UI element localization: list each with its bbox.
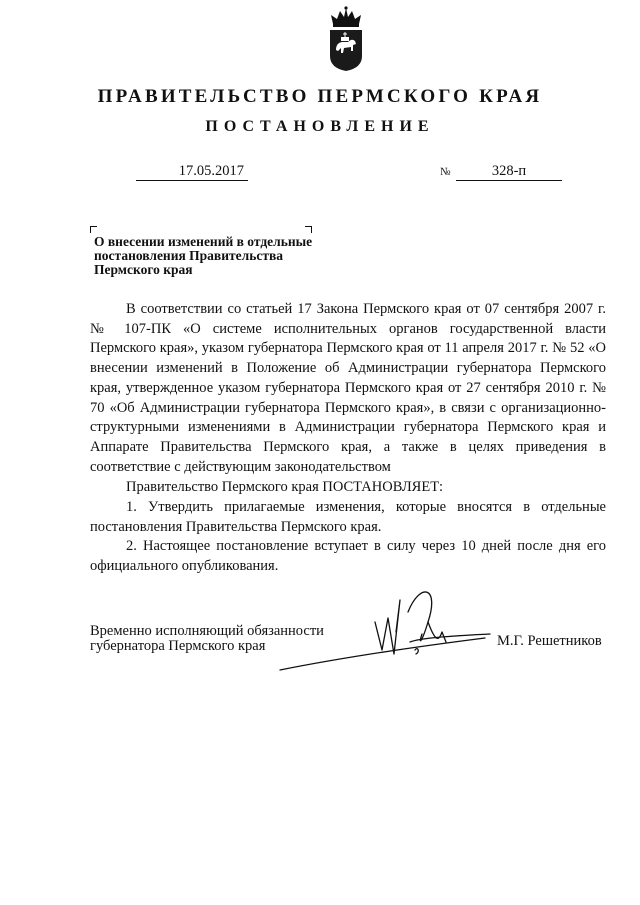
subject-bracket-left: [90, 226, 97, 233]
perm-krai-coat-of-arms-icon: [326, 6, 366, 72]
document-subject: [94, 235, 354, 277]
clause-2: 2. Настоящее постановление вступает в силу через 10 дней после дня его официального опубликования.: [90, 538, 606, 575]
subject-line: О внесении изменений в отдельные: [94, 234, 313, 249]
preamble-paragraph: В соответствии со статьей 17 Закона Пермского края от 07 сентября 2007 г. № 107-ПК «О системе исполнительных органов государственной власти Пермского края», указом губернатора Пермского края от 11 апреля 2017 г. № 52 «О внесении изменений в Положение об Администрации губернатора Пермского края, утвержденное указом губернатора Пермского края от 27 сентября 2010 г. № 70 «Об Администрации губернатора Пермского края», в связи с организационно-структурными изменениями в Администрации губернатора Пермского края и Аппарате Правительства Пермского края, а также в целях приведения в соответствие с действующим законодательством: [90, 301, 606, 475]
signer-role-line: Временно исполняющий обязанности: [90, 623, 324, 639]
subject-line: постановления Правительства: [94, 248, 283, 263]
resolution-heading: Правительство Пермского края ПОСТАНОВЛЯЕТ:: [126, 479, 444, 496]
clause-1: 1. Утвердить прилагаемые изменения, которые вносятся в отдельные постановления Правительства Пермского края.: [90, 499, 606, 535]
handwritten-signature-icon: [270, 572, 500, 682]
subject-bracket-right: [305, 226, 312, 233]
document-date: 17.05.2017: [136, 163, 248, 181]
document-type: ПОСТАНОВЛЕНИЕ: [205, 118, 435, 135]
subject-line: Пермского края: [94, 262, 193, 277]
number-label: №: [440, 166, 451, 178]
document-body: [90, 300, 606, 577]
document-number: 328-п: [456, 163, 562, 181]
government-title: ПРАВИТЕЛЬСТВО ПЕРМСКОГО КРАЯ: [97, 86, 543, 107]
signer-role-line: губернатора Пермского края: [90, 638, 266, 654]
signer-name: М.Г. Решетников: [497, 633, 602, 649]
